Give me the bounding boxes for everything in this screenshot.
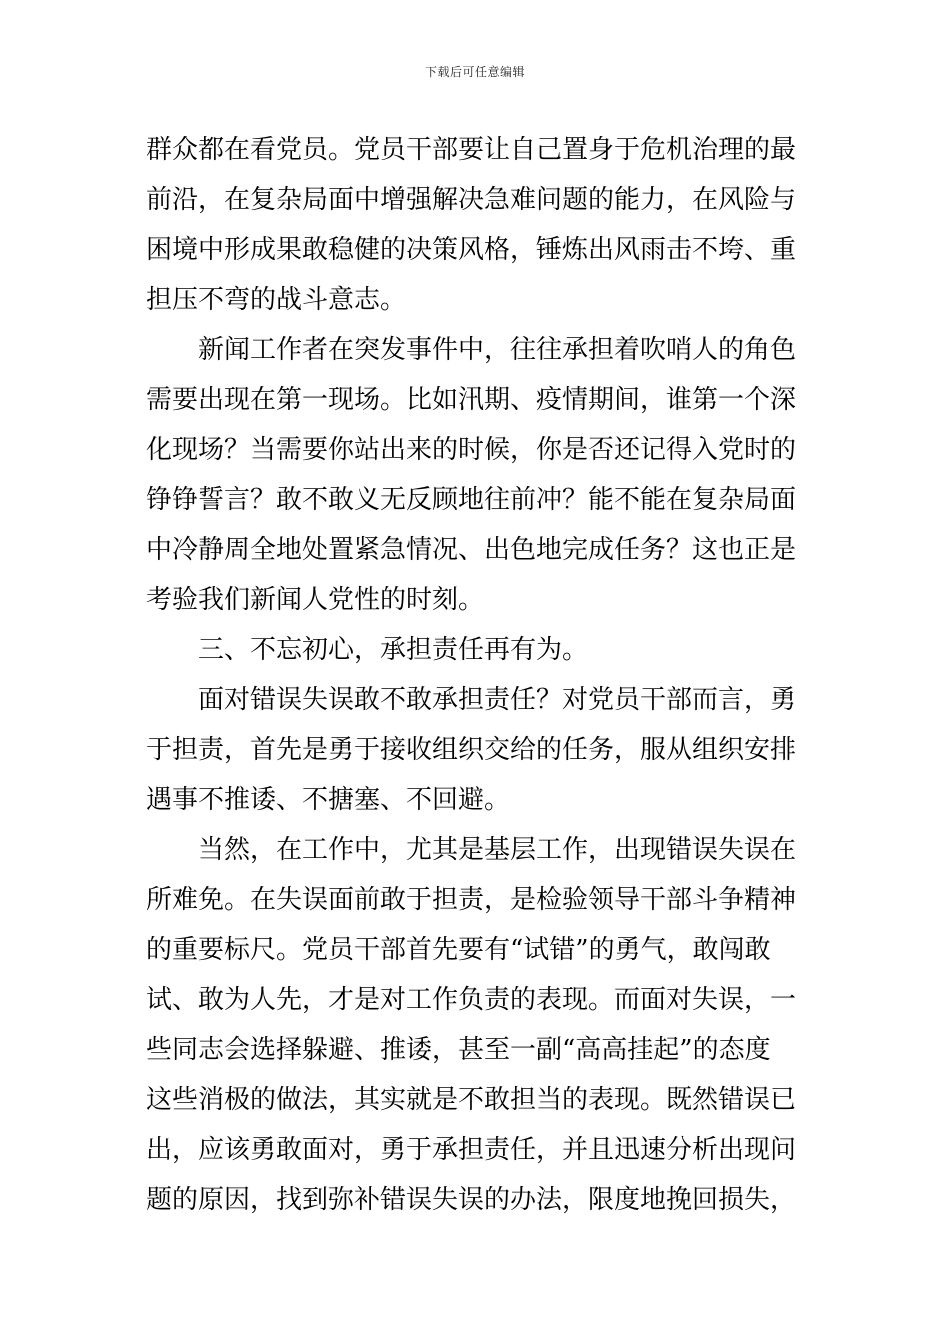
text-line: 铮铮誓言？敢不敢义无反顾地往前冲？能不能在复杂局面 (146, 485, 797, 515)
text-line: 题的原因，找到弥补错误失误的办法，限度地挽回损失， (146, 1185, 797, 1215)
text-line: 中冷静周全地处置紧急情况、出色地完成任务？这也正是 (146, 535, 797, 565)
text-line: 些同志会选择躲避、推诿，甚至一副“高高挂起”的态度 (146, 1035, 771, 1065)
text-line: 试、敢为人先，才是对工作负责的表现。而面对失误，一 (146, 985, 797, 1015)
text-line: 需要出现在第一现场。比如汛期、疫情期间，谁第一个深 (146, 385, 797, 415)
page-header: 下载后可任意编辑 (424, 65, 525, 79)
text-line: 担压不弯的战斗意志。 (146, 285, 407, 315)
text-line: 考验我们新闻人党性的时刻。 (146, 585, 485, 615)
text-line: 的重要标尺。党员干部首先要有“试错”的勇气，敢闯敢 (146, 935, 771, 965)
paragraph-first-line: 当然，在工作中，尤其是基层工作，出现错误失误在 (198, 835, 797, 865)
text-line: 遇事不推诿、不搪塞、不回避。 (146, 785, 511, 815)
text-line: 于担责，首先是勇于接收组织交给的任务，服从组织安排 (146, 735, 797, 765)
paragraph-first-line: 面对错误失误敢不敢承担责任？对党员干部而言，勇 (198, 685, 797, 715)
paragraph-first-line: 新闻工作者在突发事件中，往往承担着吹哨人的角色 (198, 335, 797, 365)
text-line: 这些消极的做法，其实就是不敢担当的表现。既然错误已 (146, 1085, 797, 1115)
text-line: 所难免。在失误面前敢于担责，是检验领导干部斗争精神 (146, 885, 797, 915)
section-heading: 三、不忘初心，承担责任再有为。 (198, 635, 589, 665)
text-line: 化现场？当需要你站出来的时候，你是否还记得入党时的 (146, 435, 797, 465)
text-line: 前沿，在复杂局面中增强解决急难问题的能力，在风险与 (146, 185, 797, 215)
document-body (146, 125, 816, 1225)
text-line: 困境中形成果敢稳健的决策风格，锤炼出风雨击不垮、重 (146, 235, 797, 265)
text-line: 出，应该勇敢面对，勇于承担责任，并且迅速分析出现问 (146, 1135, 797, 1165)
text-line: 群众都在看党员。党员干部要让自己置身于危机治理的最 (146, 135, 797, 165)
